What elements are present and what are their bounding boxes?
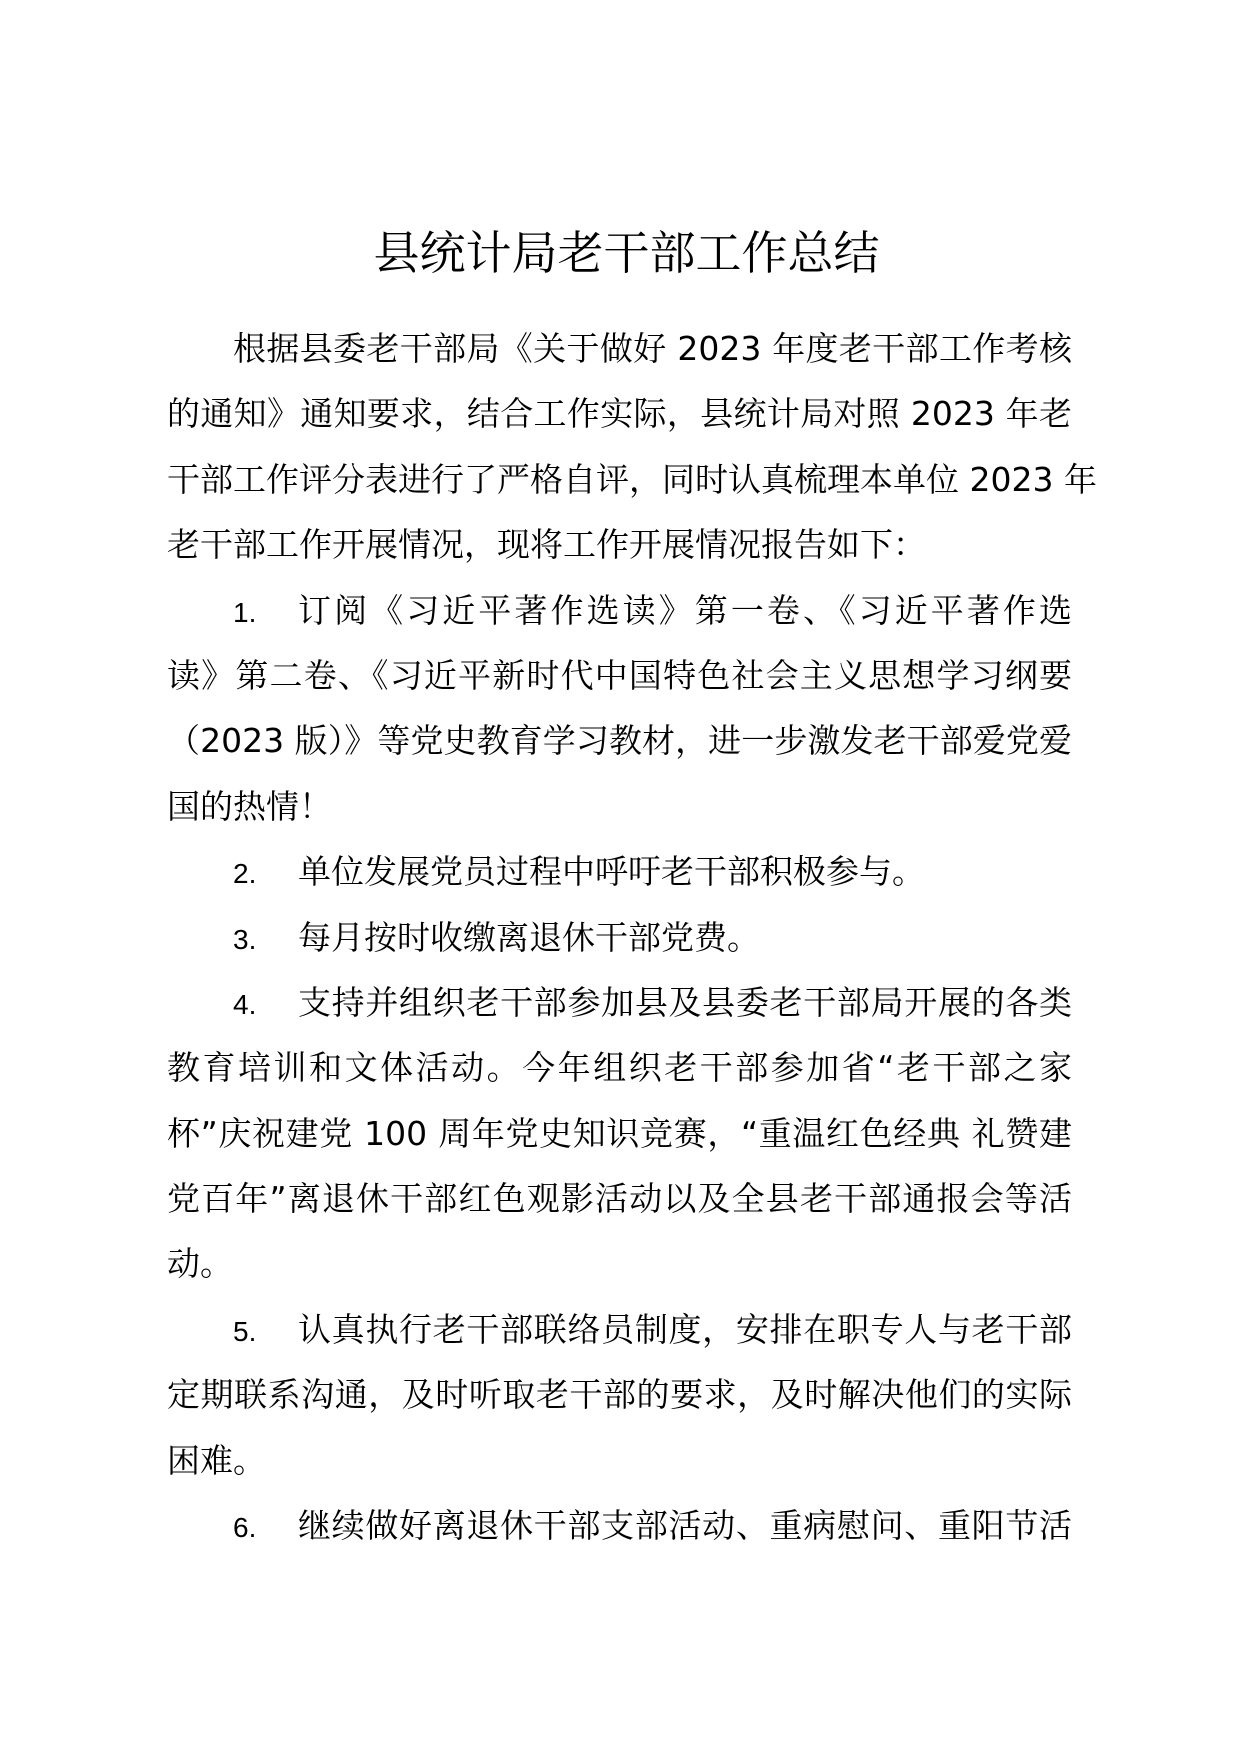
paragraph-line [167, 1362, 1072, 1427]
line-text: 动。 [167, 1244, 233, 1284]
paragraph-line [167, 839, 1072, 904]
list-item [167, 839, 1072, 904]
paragraph-line [167, 1297, 1072, 1362]
paragraph-line [167, 512, 1072, 577]
line-text: 根据县委老干部局《关于做好 2023 年度老干部工作考核 [233, 329, 1072, 368]
paragraph-line [167, 970, 1072, 1035]
document-body [167, 316, 1097, 1558]
list-number: 2. [233, 858, 257, 890]
paragraph-line [167, 1428, 1072, 1493]
intro-paragraph [167, 316, 1097, 578]
line-text: 定期联系沟通，及时听取老干部的要求，及时解决他们的实际 [167, 1375, 1072, 1415]
line-text: 党百年”离退休干部红色观影活动以及全县老干部通报会等活 [167, 1179, 1072, 1219]
line-text: 每月按时收缴离退休干部党费。 [298, 917, 760, 957]
paragraph-line [167, 708, 1072, 773]
paragraph-line [167, 1166, 1072, 1231]
list-item [167, 1493, 1072, 1558]
line-text: 老干部工作开展情况，现将工作开展情况报告如下： [167, 525, 926, 565]
list-number: 4. [233, 988, 257, 1020]
line-text: 的通知》通知要求，结合工作实际，县统计局对照 2023 年老 [167, 394, 1072, 434]
list-number: 6. [233, 1512, 257, 1544]
line-text: 教育培训和文体活动。今年组织老干部参加省“老干部之家 [167, 1048, 1072, 1088]
list-item [167, 578, 1072, 840]
list-number: 1. [233, 596, 257, 628]
paragraph-line [167, 1035, 1072, 1100]
paragraph-line [167, 905, 1072, 970]
list-item [167, 905, 1072, 970]
document-title: 县统计局老干部工作总结 [373, 226, 880, 280]
paragraph-line [167, 578, 1072, 643]
line-text: 单位发展党员过程中呼吁老干部积极参与。 [298, 852, 925, 892]
line-text: 干部工作评分表进行了严格自评，同时认真梳理本单位 2023 年 [167, 459, 1097, 499]
paragraph-line [167, 447, 1097, 512]
paragraph-line [167, 1101, 1072, 1166]
line-text: 继续做好离退休干部支部活动、重病慰问、重阳节活 [298, 1506, 1072, 1546]
line-text: 困难。 [167, 1440, 266, 1480]
paragraph-line [167, 316, 1072, 381]
paragraph-line [167, 1231, 1072, 1296]
paragraph-line [167, 774, 1072, 839]
line-text: 读》第二卷、《习近平新时代中国特色社会主义思想学习纲要 [167, 655, 1072, 695]
line-text: 订阅《习近平著作选读》第一卷、《习近平著作选 [298, 590, 1072, 630]
line-text: 支持并组织老干部参加县及县委老干部局开展的各类 [298, 982, 1072, 1022]
line-text: 认真执行老干部联络员制度，安排在职专人与老干部 [298, 1309, 1072, 1349]
list-item [167, 1297, 1072, 1493]
line-text: （2023 版）》等党史教育学习教材，进一步激发老干部爱党爱 [167, 721, 1072, 761]
paragraph-line [167, 1493, 1072, 1558]
paragraph-line [167, 643, 1072, 708]
paragraph-line [167, 381, 1072, 446]
line-text: 国的热情！ [167, 786, 332, 826]
list-number: 3. [233, 923, 257, 955]
list-item [167, 970, 1072, 1297]
list-number: 5. [233, 1315, 257, 1347]
line-text: 杯”庆祝建党 100 周年党史知识竞赛，“重温红色经典 礼赞建 [167, 1113, 1072, 1153]
